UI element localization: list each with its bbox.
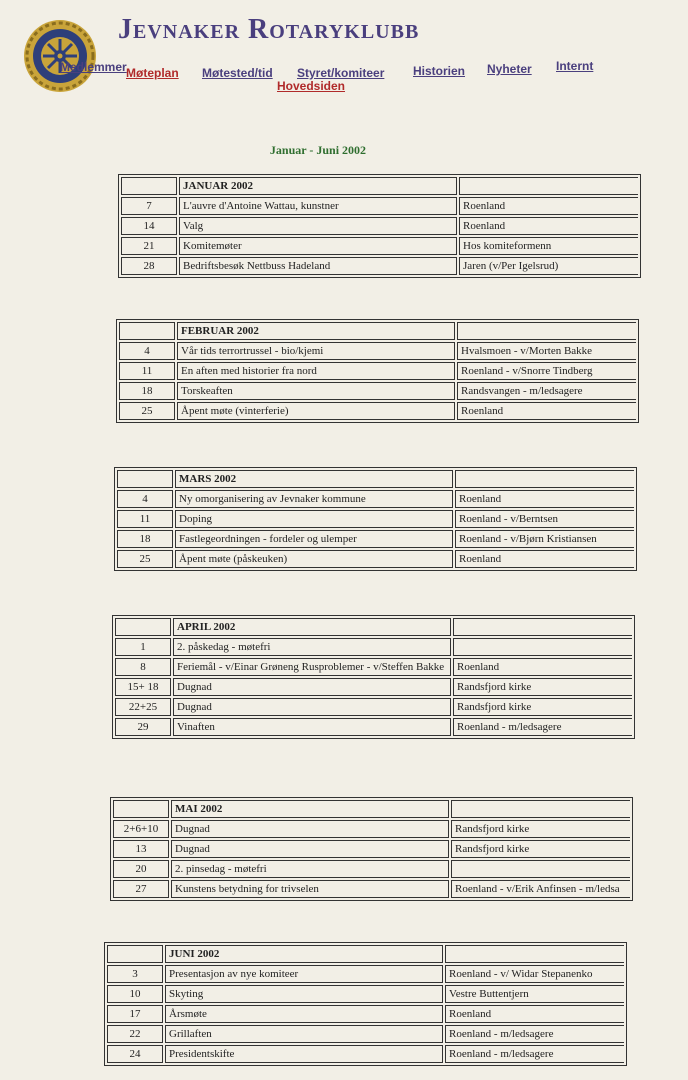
meeting-topic: Dugnad xyxy=(173,698,451,716)
nav-nyheter[interactable]: Nyheter xyxy=(487,62,532,76)
table-row xyxy=(107,985,624,1003)
table-row xyxy=(113,880,630,898)
meeting-place: Randsfjord kirke xyxy=(453,678,632,696)
meeting-topic: Bedriftsbesøk Nettbuss Hadeland xyxy=(179,257,457,275)
meeting-place: Roenland xyxy=(445,1005,624,1023)
meeting-date: 4 xyxy=(119,342,175,360)
table-row xyxy=(115,678,632,696)
meeting-place: Randsvangen - m/ledsagere xyxy=(457,382,636,400)
meeting-topic: 2. påskedag - møtefri xyxy=(173,638,451,656)
meeting-date: 11 xyxy=(117,510,173,528)
table-row xyxy=(121,197,638,215)
meeting-place: Roenland xyxy=(453,658,632,676)
meeting-date: 25 xyxy=(117,550,173,568)
site-title: Jevnaker Rotaryklubb xyxy=(118,14,420,45)
meeting-topic: Presidentskifte xyxy=(165,1045,443,1063)
meeting-topic: Skyting xyxy=(165,985,443,1003)
meeting-date: 20 xyxy=(113,860,169,878)
meeting-date: 28 xyxy=(121,257,177,275)
meeting-place: Hos komiteformenn xyxy=(459,237,638,255)
table-row xyxy=(121,237,638,255)
table-row xyxy=(107,1025,624,1043)
month-name: MARS 2002 xyxy=(175,470,453,488)
table-row xyxy=(117,530,634,548)
meeting-place: Roenland xyxy=(457,402,636,420)
meeting-date: 10 xyxy=(107,985,163,1003)
header-empty-cell xyxy=(445,945,624,963)
month-table xyxy=(118,174,641,278)
meeting-date: 21 xyxy=(121,237,177,255)
meeting-topic: En aften med historier fra nord xyxy=(177,362,455,380)
meeting-place: Roenland xyxy=(455,490,634,508)
meeting-topic: Vinaften xyxy=(173,718,451,736)
header-empty-cell xyxy=(121,177,177,195)
table-row xyxy=(119,382,636,400)
month-table xyxy=(114,467,637,571)
schedule-table xyxy=(104,942,627,1066)
header-empty-cell xyxy=(107,945,163,963)
meeting-place: Roenland - m/ledsagere xyxy=(445,1025,624,1043)
table-row xyxy=(113,860,630,878)
meeting-date: 15+ 18 xyxy=(115,678,171,696)
meeting-topic: 2. pinsedag - møtefri xyxy=(171,860,449,878)
meeting-date: 22 xyxy=(107,1025,163,1043)
meeting-date: 24 xyxy=(107,1045,163,1063)
month-table xyxy=(104,942,627,1066)
meeting-place xyxy=(451,860,630,878)
table-row xyxy=(107,1045,624,1063)
month-name: JANUAR 2002 xyxy=(179,177,457,195)
table-row xyxy=(119,402,636,420)
meeting-place: Roenland xyxy=(459,197,638,215)
meeting-topic: Grillaften xyxy=(165,1025,443,1043)
meeting-place: Jaren (v/Per Igelsrud) xyxy=(459,257,638,275)
meeting-date: 7 xyxy=(121,197,177,215)
table-row xyxy=(117,510,634,528)
meeting-place: Randsfjord kirke xyxy=(453,698,632,716)
month-header-row xyxy=(113,800,630,818)
meeting-date: 3 xyxy=(107,965,163,983)
meeting-date: 14 xyxy=(121,217,177,235)
meeting-topic: Åpent møte (påskeuken) xyxy=(175,550,453,568)
meeting-place: Hvalsmoen - v/Morten Bakke xyxy=(457,342,636,360)
meeting-date: 11 xyxy=(119,362,175,380)
schedule-table xyxy=(116,319,639,423)
table-row xyxy=(115,638,632,656)
table-row xyxy=(113,820,630,838)
month-name: JUNI 2002 xyxy=(165,945,443,963)
meeting-topic: Komitemøter xyxy=(179,237,457,255)
meeting-topic: Åpent møte (vinterferie) xyxy=(177,402,455,420)
meeting-place: Roenland - m/ledsagere xyxy=(453,718,632,736)
meeting-place: Randsfjord kirke xyxy=(451,820,630,838)
header-empty-cell xyxy=(459,177,638,195)
meeting-date: 8 xyxy=(115,658,171,676)
table-row xyxy=(115,698,632,716)
month-table xyxy=(110,797,633,901)
meeting-topic: Vår tids terrortrussel - bio/kjemi xyxy=(177,342,455,360)
table-row xyxy=(119,342,636,360)
meeting-topic: Ny omorganisering av Jevnaker kommune xyxy=(175,490,453,508)
meeting-date: 29 xyxy=(115,718,171,736)
nav-hovedsiden[interactable]: Hovedsiden xyxy=(277,79,346,93)
header-empty-cell xyxy=(455,470,634,488)
meeting-date: 13 xyxy=(113,840,169,858)
meeting-place: Roenland xyxy=(459,217,638,235)
table-row xyxy=(121,217,638,235)
meeting-topic: L'auvre d'Antoine Wattau, kunstner xyxy=(179,197,457,215)
table-row xyxy=(119,362,636,380)
month-table xyxy=(116,319,639,423)
month-header-row xyxy=(119,322,636,340)
meeting-topic: Dugnad xyxy=(171,840,449,858)
month-header-row xyxy=(117,470,634,488)
meeting-topic: Valg xyxy=(179,217,457,235)
nav-historien[interactable]: Historien xyxy=(413,64,466,78)
meeting-date: 27 xyxy=(113,880,169,898)
meeting-place: Roenland - v/Erik Anfinsen - m/ledsa xyxy=(451,880,630,898)
schedule-table xyxy=(114,467,637,571)
nav-medlemmer[interactable]: Medlemmer xyxy=(60,60,127,74)
nav-internt[interactable]: Internt xyxy=(556,59,594,73)
meeting-topic: Dugnad xyxy=(171,820,449,838)
table-row xyxy=(121,257,638,275)
meeting-topic: Presentasjon av nye komiteer xyxy=(165,965,443,983)
meeting-date: 2+6+10 xyxy=(113,820,169,838)
rotary-wheel-logo xyxy=(22,18,98,94)
meeting-place: Roenland - v/Snorre Tindberg xyxy=(457,362,636,380)
meeting-date: 4 xyxy=(117,490,173,508)
header-empty-cell xyxy=(453,618,632,636)
month-table xyxy=(112,615,635,739)
period-title: Januar - Juni 2002 xyxy=(269,143,367,157)
table-row xyxy=(107,965,624,983)
month-header-row xyxy=(115,618,632,636)
meeting-date: 18 xyxy=(117,530,173,548)
nav-styret-komiteer[interactable]: Styret/komiteer xyxy=(297,66,385,80)
schedule-table xyxy=(110,797,633,901)
meeting-date: 18 xyxy=(119,382,175,400)
table-row xyxy=(113,840,630,858)
meeting-place: Roenland xyxy=(455,550,634,568)
header-empty-cell xyxy=(119,322,175,340)
meeting-topic: Årsmøte xyxy=(165,1005,443,1023)
meeting-topic: Feriemål - v/Einar Grøneng Rusproblemer - v/Steffen Bakke xyxy=(173,658,451,676)
header-empty-cell xyxy=(457,322,636,340)
meeting-topic: Torskeaften xyxy=(177,382,455,400)
meeting-place: Roenland - v/Berntsen xyxy=(455,510,634,528)
meeting-topic: Fastlegeordningen - fordeler og ulemper xyxy=(175,530,453,548)
meeting-date: 22+25 xyxy=(115,698,171,716)
nav-moteplan[interactable]: Møteplan xyxy=(126,66,179,80)
schedule-table xyxy=(112,615,635,739)
site-header xyxy=(0,0,688,110)
meeting-place: Roenland - v/Bjørn Kristiansen xyxy=(455,530,634,548)
meeting-place xyxy=(453,638,632,656)
meeting-topic: Kunstens betydning for trivselen xyxy=(171,880,449,898)
meeting-date: 1 xyxy=(115,638,171,656)
month-name: APRIL 2002 xyxy=(173,618,451,636)
table-row xyxy=(117,550,634,568)
table-row xyxy=(115,718,632,736)
month-header-row xyxy=(107,945,624,963)
header-empty-cell xyxy=(451,800,630,818)
table-row xyxy=(115,658,632,676)
header-empty-cell xyxy=(117,470,173,488)
table-row xyxy=(107,1005,624,1023)
meeting-place: Vestre Buttentjern xyxy=(445,985,624,1003)
header-empty-cell xyxy=(113,800,169,818)
nav-motested-tid[interactable]: Møtested/tid xyxy=(202,66,273,80)
meeting-place: Roenland - m/ledsagere xyxy=(445,1045,624,1063)
meeting-place: Randsfjord kirke xyxy=(451,840,630,858)
meeting-date: 25 xyxy=(119,402,175,420)
table-row xyxy=(117,490,634,508)
month-name: MAI 2002 xyxy=(171,800,449,818)
meeting-place: Roenland - v/ Widar Stepanenko xyxy=(445,965,624,983)
schedule-table xyxy=(118,174,641,278)
header-empty-cell xyxy=(115,618,171,636)
meeting-topic: Dugnad xyxy=(173,678,451,696)
month-name: FEBRUAR 2002 xyxy=(177,322,455,340)
month-header-row xyxy=(121,177,638,195)
meeting-date: 17 xyxy=(107,1005,163,1023)
meeting-topic: Doping xyxy=(175,510,453,528)
